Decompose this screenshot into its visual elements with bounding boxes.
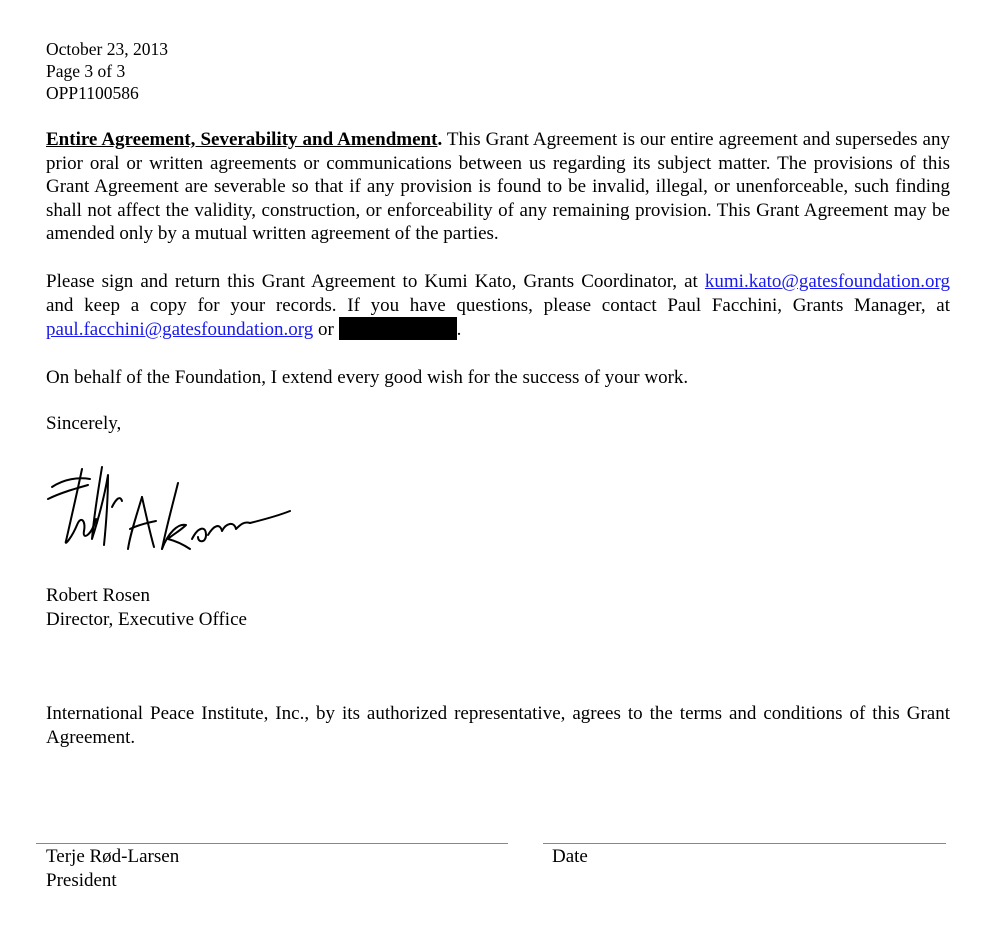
entire-agreement-paragraph <box>46 128 950 246</box>
section-heading: Entire Agreement, Severability and Amendment <box>46 129 438 150</box>
redaction-block <box>339 317 457 340</box>
return-text-4: . <box>456 319 462 340</box>
acceptance-statement: International Peace Institute, Inc., by its authorized representative, agrees to the terms and conditions of this Grant Agreement. <box>46 703 950 748</box>
letter-date: October 23, 2013 <box>46 39 168 59</box>
letter-header <box>46 38 168 104</box>
signer-name: Robert Rosen <box>46 585 150 606</box>
section-heading-period: . <box>437 129 443 150</box>
closing-wish: On behalf of the Foundation, I extend every good wish for the success of your work. <box>46 367 689 388</box>
return-text-2: and keep a copy for your records. If you have questions, please contact Paul Facchini, Grants Manager, at <box>46 294 950 316</box>
return-text-1: Please sign and return this Grant Agreement to Kumi Kato, Grants Coordinator, at <box>46 271 705 292</box>
manager-email-link[interactable]: paul.facchini@gatesfoundation.org <box>46 319 314 340</box>
return-text-3: or <box>313 319 339 340</box>
countersigner-name: Terje Rød-Larsen <box>46 846 180 867</box>
countersigner-title: President <box>46 869 117 891</box>
coordinator-email-link[interactable]: kumi.kato@gatesfoundation.org <box>704 271 950 292</box>
return-instructions-paragraph <box>46 270 950 342</box>
date-label: Date <box>552 846 588 867</box>
signature-line <box>36 843 508 844</box>
page-number: Page 3 of 3 <box>46 61 126 81</box>
countersigner-block <box>46 845 179 892</box>
section-body: This Grant Agreement is our entire agreement and supersedes any prior oral or written agreements or communications between us regarding its subject matter. The provisions of this Grant Agreement are severable so that if any provision is found to be invalid, illegal, or unenforceable, such finding shall not affect the validity, construction, or enforceability of any remaining provision. This Grant Agreement may be amended only by a mutual written agreement of the parties. <box>46 129 950 244</box>
signer-title: Director, Executive Office <box>46 608 247 630</box>
signer-block <box>46 584 247 631</box>
handwritten-signature <box>44 455 294 565</box>
date-line <box>543 843 946 844</box>
salutation: Sincerely, <box>46 413 122 434</box>
grant-id: OPP1100586 <box>46 83 139 103</box>
